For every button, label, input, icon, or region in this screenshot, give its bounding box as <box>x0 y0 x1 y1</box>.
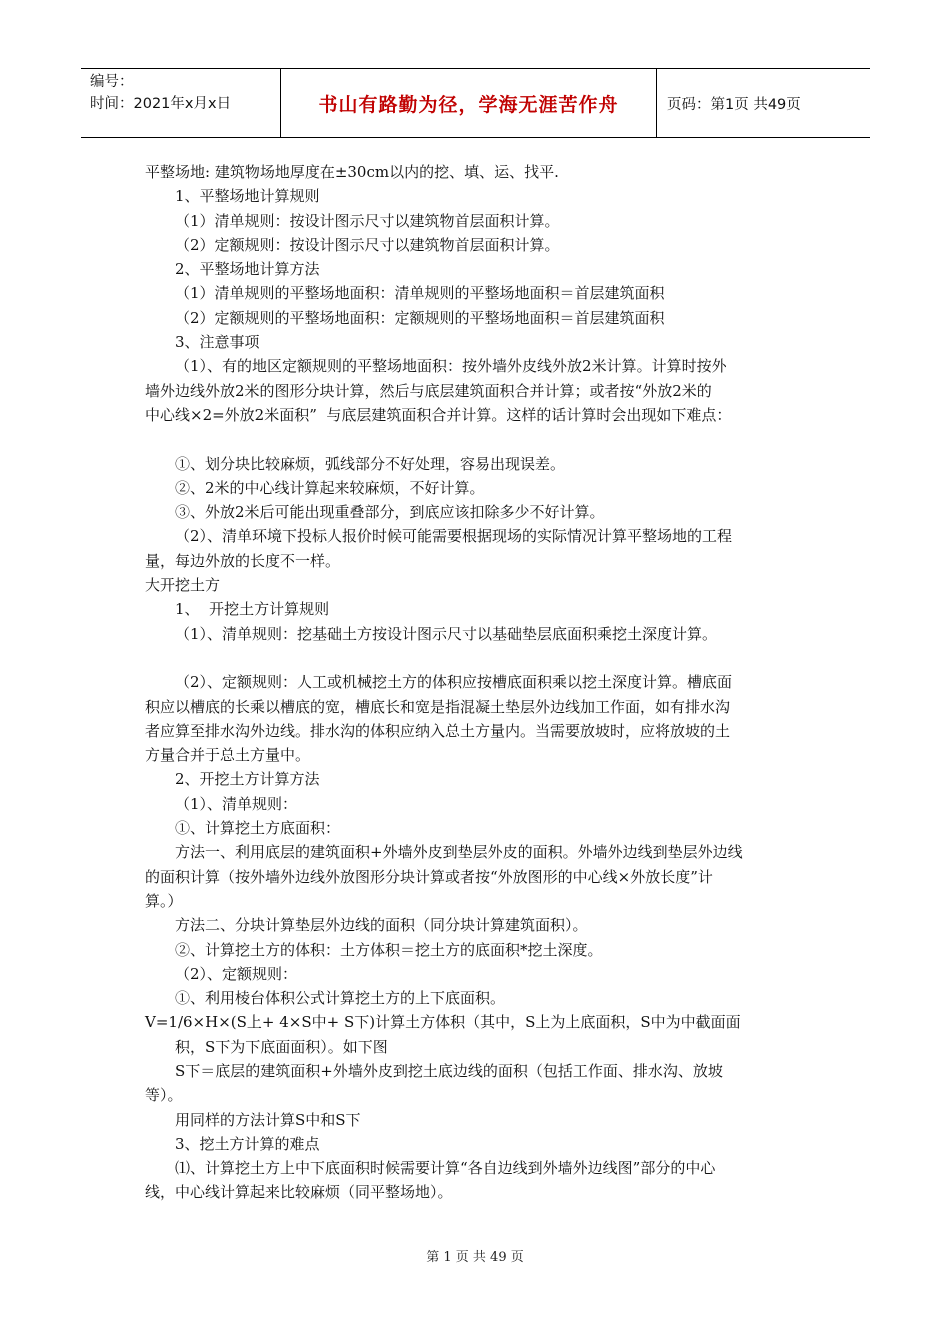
paragraph-line: ②、2米的中心线计算起来较麻烦，不好计算。 <box>175 478 485 497</box>
paragraph-line: ⑴、计算挖土方上中下底面积时候需要计算“各自边线到外墙外边线图”部分的中心 <box>175 1159 716 1178</box>
paragraph-line: （2）定额规则：按设计图示尺寸以建筑物首层面积计算。 <box>175 235 560 254</box>
paragraph-line: 墙外边线外放2米的图形分块计算，然后与底层建筑面积合并计算；或者按“外放2米的 <box>145 381 712 400</box>
paragraph-line: 方法二、分块计算垫层外边线的面积（同分块计算建筑面积）。 <box>175 916 588 935</box>
paragraph-line: （2）、定额规则：人工或机械挖土方的体积应按槽底面积乘以挖土深度计算。槽底面 <box>175 673 733 692</box>
paragraph-line: 用同样的方法计算S中和S下 <box>175 1110 361 1129</box>
page-footer: 第 1 页 共 49 页 <box>426 1250 524 1265</box>
document-number-label: 编号： <box>90 74 134 90</box>
header-page-number: 页码：第1页 共49页 <box>667 96 801 113</box>
paragraph-line: 方量合并于总土方量中。 <box>145 746 311 765</box>
paragraph-line: 线，中心线计算起来比较麻烦（同平整场地）。 <box>145 1183 453 1202</box>
paragraph-line: 3、注意事项 <box>175 333 260 352</box>
document-time-label: 时间：2021年x月x日 <box>90 96 232 112</box>
paragraph-line: 者应算至排水沟外边线。排水沟的体积应纳入总土方量内。当需要放坡时，应将放坡的土 <box>145 721 731 740</box>
paragraph-line: 等）。 <box>145 1086 183 1105</box>
paragraph-line: 量，每边外放的长度不一样。 <box>145 551 341 570</box>
paragraph-line: 中心线×2=外放2米面积” 与底层建筑面积合并计算。这样的话计算时会出现如下难点： <box>145 405 732 424</box>
paragraph-line: ③、外放2米后可能出现重叠部分，到底应该扣除多少不好计算。 <box>175 503 605 522</box>
paragraph-line: ①、计算挖土方底面积： <box>175 819 341 838</box>
paragraph-line <box>145 646 810 670</box>
paragraph-line: 2、平整场地计算方法 <box>175 260 320 279</box>
paragraph-line: 的面积计算（按外墙外边线外放图形分块计算或者按“外放图形的中心线×外放长度”计 <box>145 867 713 886</box>
document-body <box>145 160 810 1205</box>
paragraph-line: ②、计算挖土方的体积：土方体积＝挖土方的底面积*挖土深度。 <box>175 940 603 959</box>
paragraph-line: （1）清单规则：按设计图示尺寸以建筑物首层面积计算。 <box>175 211 560 230</box>
paragraph-line: 大开挖土方 <box>145 576 221 595</box>
paragraph-line: 1、 开挖土方计算规则 <box>175 600 330 619</box>
paragraph-line: V=1/6×H×(S上+ 4×S中+ S下)计算土方体积（其中，S上为上底面积，S中为中截面面 <box>145 1013 741 1032</box>
paragraph-line: 1、平整场地计算规则 <box>175 187 320 206</box>
paragraph-line: S下＝底层的建筑面积+外墙外皮到挖土底边线的面积（包括工作面、排水沟、放坡 <box>175 1061 723 1080</box>
paragraph-line: 2、开挖土方计算方法 <box>175 770 320 789</box>
header-meta <box>81 69 281 137</box>
header-motto: 书山有路勤为径，学海无涯苦作舟 <box>281 69 657 137</box>
paragraph-line: （2）定额规则的平整场地面积：定额规则的平整场地面积＝首层建筑面积 <box>175 308 665 327</box>
paragraph-line: 积应以槽底的长乘以槽底的宽，槽底长和宽是指混凝土垫层外边线加工作面，如有排水沟 <box>145 697 731 716</box>
paragraph-line: 积，S下为下底面面积）。如下图 <box>175 1037 388 1056</box>
paragraph-line: （1）清单规则的平整场地面积：清单规则的平整场地面积＝首层建筑面积 <box>175 284 665 303</box>
paragraph-line: （1）、有的地区定额规则的平整场地面积：按外墙外皮线外放2米计算。计算时按外 <box>175 357 727 376</box>
paragraph-line: （1）、清单规则：挖基础土方按设计图示尺寸以基础垫层底面积乘挖土深度计算。 <box>175 624 718 643</box>
paragraph-line: 3、挖土方计算的难点 <box>175 1134 320 1153</box>
paragraph-line: ①、划分块比较麻烦，弧线部分不好处理，容易出现误差。 <box>175 454 566 473</box>
paragraph-line: 算。） <box>145 891 183 910</box>
paragraph-line: 方法一、利用底层的建筑面积+外墙外皮到垫层外皮的面积。外墙外边线到垫层外边线 <box>175 843 743 862</box>
page-header <box>81 68 870 138</box>
paragraph-line: 平整场地: 建筑物场地厚度在±30cm以内的挖、填、运、找平. <box>145 163 559 181</box>
paragraph-line: （2）、定额规则： <box>175 964 298 983</box>
paragraph-line: （1）、清单规则： <box>175 794 298 813</box>
paragraph-line: （2）、清单环境下投标人报价时候可能需要根据现场的实际情况计算平整场地的工程 <box>175 527 733 546</box>
paragraph-line: ①、利用棱台体积公式计算挖土方的上下底面积。 <box>175 989 506 1008</box>
paragraph-line <box>145 427 810 451</box>
